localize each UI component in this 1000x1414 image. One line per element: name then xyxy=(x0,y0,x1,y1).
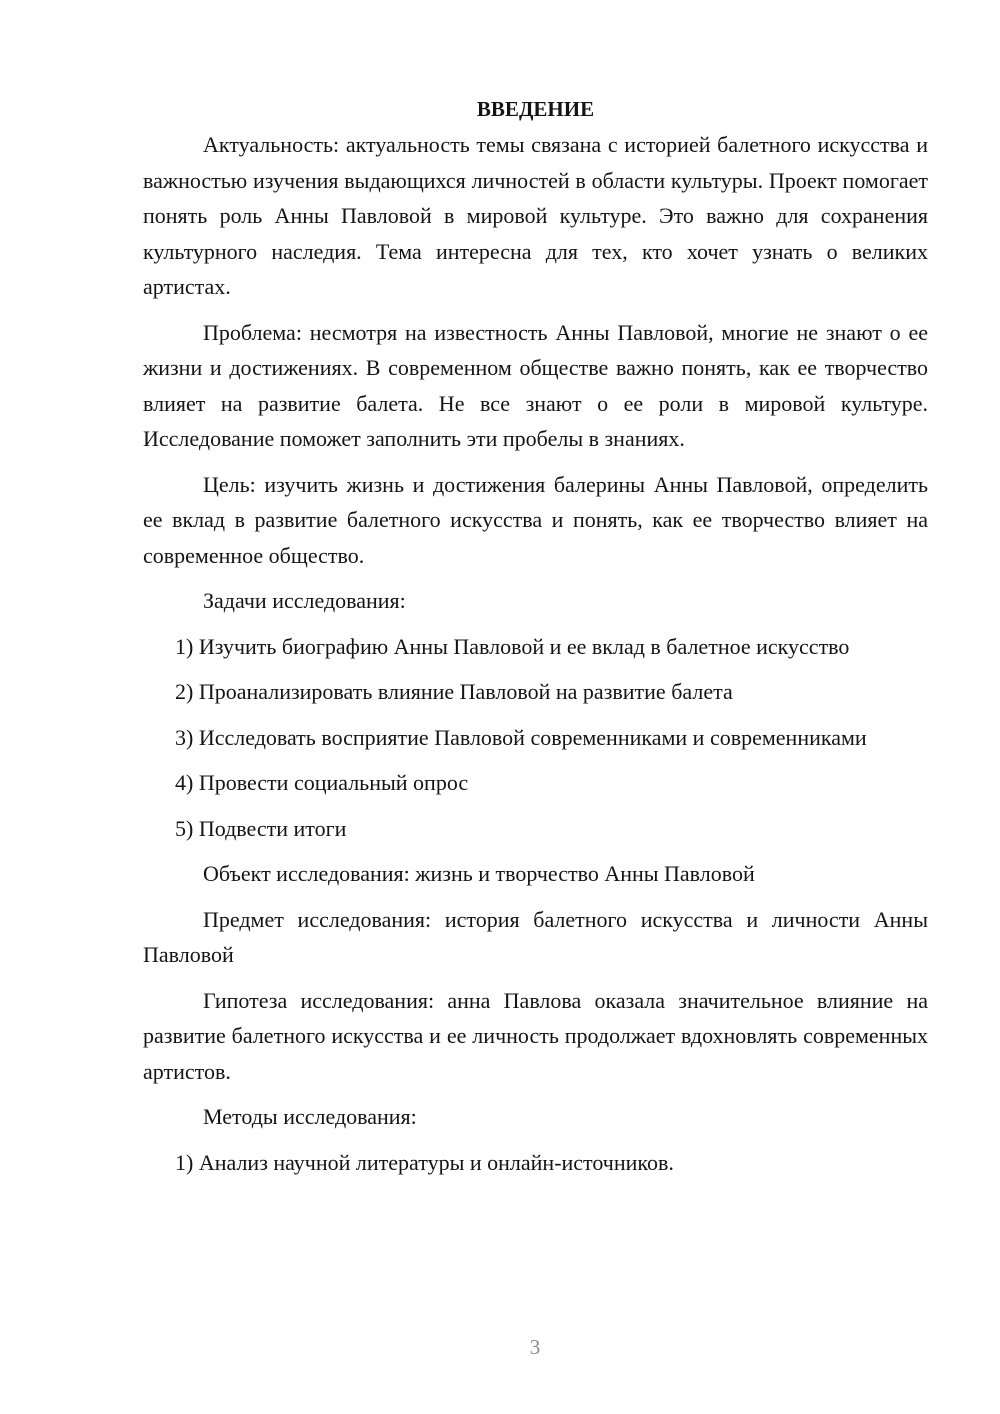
document-body xyxy=(143,92,928,1190)
task-item-2: 2) Проанализировать влияние Павловой на развитие балета xyxy=(175,679,733,704)
hypothesis-paragraph: Гипотеза исследования: анна Павлова оказала значительное влияние на развитие балетного искусства и ее личность продолжает вдохновлять современных артистов. xyxy=(143,987,928,1084)
relevance-paragraph: Актуальность: актуальность темы связана с историей балетного искусства и важностью изучения выдающихся личностей в области культуры. Проект помогает понять роль Анны Павловой в мировой культуре. Это важно для сохранения культурного наследия. Тема интересна для тех, кто хочет узнать о великих артистах. xyxy=(143,132,928,299)
task-item-3: 3) Исследовать восприятие Павловой современниками и современниками xyxy=(175,724,867,750)
task-item-4: 4) Провести социальный опрос xyxy=(175,770,469,795)
methods-heading: Методы исследования: xyxy=(203,1104,417,1129)
page-number: 3 xyxy=(529,1335,541,1359)
object-paragraph: Объект исследования: жизнь и творчество Анны Павловой xyxy=(203,861,755,886)
section-title: ВВЕДЕНИЕ xyxy=(476,97,595,121)
problem-paragraph: Проблема: несмотря на известность Анны Павловой, многие не знают о ее жизни и достижениях. В современном обществе важно понять, как ее творчество влияет на развитие балета. Не все знают о ее роли в мировой культуре. Исследование поможет заполнить эти пробелы в знаниях. xyxy=(143,319,928,451)
task-item-1: 1) Изучить биографию Анны Павловой и ее вклад в балетное искусство xyxy=(175,633,850,659)
tasks-heading: Задачи исследования: xyxy=(203,588,406,613)
task-item-5: 5) Подвести итоги xyxy=(175,815,347,841)
goal-paragraph: Цель: изучить жизнь и достижения балерины Анны Павловой, определить ее вклад в развитие балетного искусства и понять, как ее творчество влияет на современное общество. xyxy=(143,471,928,568)
subject-paragraph: Предмет исследования: история балетного искусства и личности Анны Павловой xyxy=(143,906,928,967)
method-item-1: 1) Анализ научной литературы и онлайн-источников. xyxy=(175,1149,674,1175)
